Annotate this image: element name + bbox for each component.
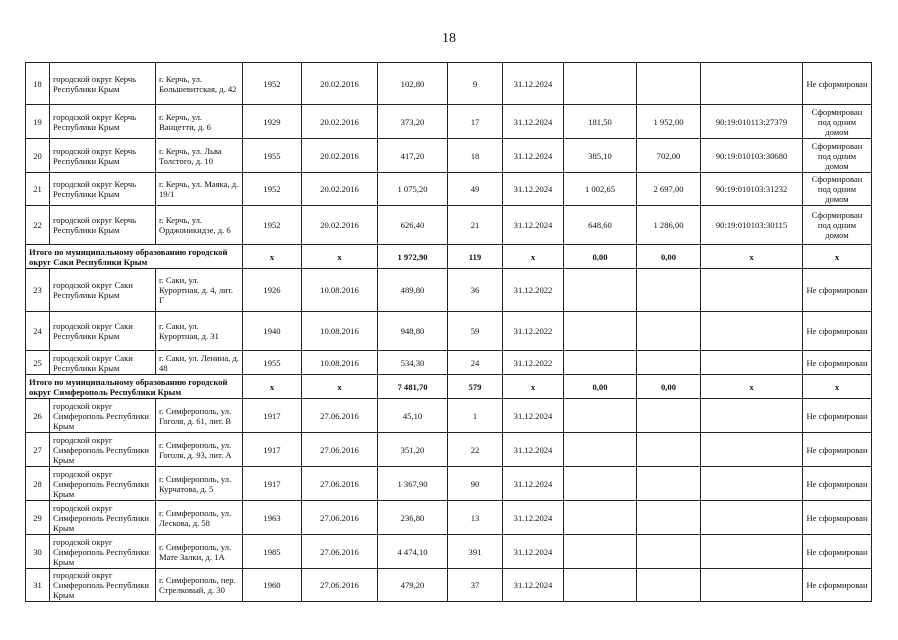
cell-row-number: 28 (26, 467, 50, 501)
cell-row-number: 31 (26, 569, 50, 602)
table-row (26, 312, 872, 351)
cell-land-status: x (803, 375, 872, 399)
cell-year-built: x (243, 245, 302, 269)
cell-address: г. Керчь, ул. Маяка, д. 19/1 (156, 173, 243, 206)
cell-residents-count: 59 (448, 312, 503, 351)
cell-recognition-date: 20.02.2016 (302, 63, 378, 105)
cell-land-status: Не сформирован (803, 467, 872, 501)
cell-cadastral-value (637, 535, 701, 569)
cell-area: 102,80 (378, 63, 448, 105)
cell-resettlement-deadline: 31.12.2024 (503, 139, 564, 173)
total-row (26, 375, 872, 399)
cell-land-status: Не сформирован (803, 433, 872, 467)
table-row (26, 139, 872, 173)
cell-recognition-date: 20.02.2016 (302, 173, 378, 206)
cell-residents-count: 579 (448, 375, 503, 399)
cell-recognition-date: 20.02.2016 (302, 139, 378, 173)
cell-year-built: 1952 (243, 206, 302, 245)
cell-municipality: городской округ Симферополь Республики Крым (50, 433, 156, 467)
cell-resettlement-deadline: 31.12.2024 (503, 569, 564, 602)
cell-address: г. Саки, ул. Курортная, д. 4, лит. Г (156, 269, 243, 312)
cell-row-number: 27 (26, 433, 50, 467)
cell-address: г. Саки, ул. Ленина, д. 48 (156, 351, 243, 375)
table-row (26, 206, 872, 245)
cell-residents-count: 24 (448, 351, 503, 375)
cell-recognition-date: x (302, 245, 378, 269)
cell-resettlement-deadline: 31.12.2022 (503, 269, 564, 312)
cell-year-built: 1952 (243, 63, 302, 105)
cell-municipality: городской округ Саки Республики Крым (50, 269, 156, 312)
cell-resettlement-deadline: 31.12.2024 (503, 467, 564, 501)
page-number: 18 (442, 31, 456, 46)
cell-residents-count: 22 (448, 433, 503, 467)
cell-recognition-date: 27.06.2016 (302, 467, 378, 501)
cell-cadastral-number: 90:19:010103:31232 (701, 173, 803, 206)
cell-municipality: городской округ Саки Республики Крым (50, 312, 156, 351)
cell-land-status: Не сформирован (803, 63, 872, 105)
cell-residents-count: 9 (448, 63, 503, 105)
cell-resettlement-deadline: x (503, 245, 564, 269)
cell-recognition-date: 27.06.2016 (302, 433, 378, 467)
cell-land-area: 1 002,65 (564, 173, 637, 206)
cell-address: г. Керчь, ул. Льва Толстого, д. 10 (156, 139, 243, 173)
cell-resettlement-deadline: 31.12.2024 (503, 501, 564, 535)
table-row (26, 399, 872, 433)
cell-address: г. Симферополь, пер. Стрелковый, д. 30 (156, 569, 243, 602)
cell-cadastral-number (701, 433, 803, 467)
cell-address: г. Керчь, ул. Орджоникидзе, д. 6 (156, 206, 243, 245)
cell-land-status: Не сформирован (803, 535, 872, 569)
cell-recognition-date: 10.08.2016 (302, 312, 378, 351)
cell-area: 626,40 (378, 206, 448, 245)
cell-municipality: городской округ Керчь Республики Крым (50, 206, 156, 245)
cell-cadastral-value: 1 286,00 (637, 206, 701, 245)
table-row (26, 501, 872, 535)
cell-cadastral-value: 0,00 (637, 375, 701, 399)
cell-row-number: 25 (26, 351, 50, 375)
cell-resettlement-deadline: 31.12.2024 (503, 63, 564, 105)
table-row (26, 269, 872, 312)
cell-residents-count: 49 (448, 173, 503, 206)
cell-municipality: городской округ Керчь Республики Крым (50, 173, 156, 206)
cell-address: г. Симферополь, ул. Гоголя, д. 61, лит. В (156, 399, 243, 433)
cell-address: г. Саки, ул. Курортная, д. 31 (156, 312, 243, 351)
cell-land-status: Сформирован под одним домом (803, 139, 872, 173)
cell-land-status: Не сформирован (803, 269, 872, 312)
total-row (26, 245, 872, 269)
cell-land-status: Не сформирован (803, 501, 872, 535)
cell-address: г. Керчь, ул. Большевитская, д. 42 (156, 63, 243, 105)
cell-municipality: городской округ Симферополь Республики Крым (50, 501, 156, 535)
cell-residents-count: 37 (448, 569, 503, 602)
cell-cadastral-value (637, 63, 701, 105)
cell-cadastral-value: 0,00 (637, 245, 701, 269)
cell-land-status: Не сформирован (803, 569, 872, 602)
cell-area: 373,20 (378, 105, 448, 139)
cell-area: 479,20 (378, 569, 448, 602)
total-label: Итого по муниципальному образованию городской округ Симферополь Республики Крым (26, 375, 243, 399)
cell-cadastral-value (637, 351, 701, 375)
cell-cadastral-number: 90:19:010103:30680 (701, 139, 803, 173)
cell-land-status: Не сформирован (803, 351, 872, 375)
cell-address: г. Симферополь, ул. Мате Залки, д. 1А (156, 535, 243, 569)
cell-recognition-date: 20.02.2016 (302, 105, 378, 139)
cell-land-area (564, 467, 637, 501)
cell-municipality: городской округ Керчь Республики Крым (50, 63, 156, 105)
cell-area: 417,20 (378, 139, 448, 173)
cell-residents-count: 119 (448, 245, 503, 269)
cell-cadastral-number: 90:19:010113:27379 (701, 105, 803, 139)
cell-cadastral-value (637, 501, 701, 535)
cell-land-area (564, 312, 637, 351)
cell-area: 1 367,90 (378, 467, 448, 501)
cell-cadastral-number (701, 351, 803, 375)
cell-land-area (564, 269, 637, 312)
table-body (26, 63, 872, 602)
cell-year-built: 1963 (243, 501, 302, 535)
cell-municipality: городской округ Симферополь Республики Крым (50, 535, 156, 569)
cell-recognition-date: 10.08.2016 (302, 269, 378, 312)
cell-row-number: 21 (26, 173, 50, 206)
cell-row-number: 18 (26, 63, 50, 105)
cell-area: 7 481,70 (378, 375, 448, 399)
cell-cadastral-value (637, 399, 701, 433)
cell-cadastral-value (637, 312, 701, 351)
cell-year-built: 1952 (243, 173, 302, 206)
cell-year-built: 1917 (243, 399, 302, 433)
cell-resettlement-deadline: 31.12.2022 (503, 351, 564, 375)
cell-residents-count: 18 (448, 139, 503, 173)
cell-land-status: x (803, 245, 872, 269)
cell-row-number: 24 (26, 312, 50, 351)
cell-municipality: городской округ Симферополь Республики Крым (50, 569, 156, 602)
cell-recognition-date: 27.06.2016 (302, 535, 378, 569)
table-row (26, 173, 872, 206)
cell-recognition-date: 27.06.2016 (302, 569, 378, 602)
cell-municipality: городской округ Симферополь Республики Крым (50, 399, 156, 433)
cell-row-number: 26 (26, 399, 50, 433)
cell-land-area (564, 351, 637, 375)
cell-area: 236,80 (378, 501, 448, 535)
cell-recognition-date: 20.02.2016 (302, 206, 378, 245)
table-row (26, 105, 872, 139)
cell-municipality: городской округ Саки Республики Крым (50, 351, 156, 375)
cell-area: 1 972,90 (378, 245, 448, 269)
cell-cadastral-number (701, 312, 803, 351)
cell-resettlement-deadline: 31.12.2024 (503, 206, 564, 245)
cell-municipality: городской округ Симферополь Республики Крым (50, 467, 156, 501)
cell-cadastral-value (637, 269, 701, 312)
cell-resettlement-deadline: x (503, 375, 564, 399)
cell-area: 948,80 (378, 312, 448, 351)
cell-land-area: 0,00 (564, 245, 637, 269)
cell-resettlement-deadline: 31.12.2024 (503, 535, 564, 569)
cell-recognition-date: 10.08.2016 (302, 351, 378, 375)
cell-area: 4 474,10 (378, 535, 448, 569)
cell-residents-count: 36 (448, 269, 503, 312)
cell-address: г. Симферополь, ул. Гоголя, д. 93, лит. А (156, 433, 243, 467)
cell-recognition-date: 27.06.2016 (302, 501, 378, 535)
cell-resettlement-deadline: 31.12.2024 (503, 105, 564, 139)
cell-land-area: 648,60 (564, 206, 637, 245)
cell-land-area (564, 433, 637, 467)
cell-land-status: Не сформирован (803, 399, 872, 433)
cell-resettlement-deadline: 31.12.2024 (503, 399, 564, 433)
table-row (26, 535, 872, 569)
cell-area: 351,20 (378, 433, 448, 467)
cell-land-area: 181,50 (564, 105, 637, 139)
cell-land-status: Сформирован под одним домом (803, 173, 872, 206)
cell-cadastral-value (637, 569, 701, 602)
cell-cadastral-number (701, 63, 803, 105)
cell-residents-count: 391 (448, 535, 503, 569)
cell-resettlement-deadline: 31.12.2024 (503, 433, 564, 467)
table-row (26, 467, 872, 501)
cell-area: 534,30 (378, 351, 448, 375)
cell-cadastral-number (701, 269, 803, 312)
cell-address: г. Керчь, ул. Ванцетти, д. 6 (156, 105, 243, 139)
cell-area: 45,10 (378, 399, 448, 433)
cell-cadastral-value: 1 952,00 (637, 105, 701, 139)
cell-year-built: 1960 (243, 569, 302, 602)
cell-area: 489,80 (378, 269, 448, 312)
cell-land-area (564, 399, 637, 433)
cell-municipality: городской округ Керчь Республики Крым (50, 105, 156, 139)
total-label: Итого по муниципальному образованию городской округ Саки Республики Крым (26, 245, 243, 269)
cell-municipality: городской округ Керчь Республики Крым (50, 139, 156, 173)
cell-land-status: Не сформирован (803, 312, 872, 351)
cell-area: 1 075,20 (378, 173, 448, 206)
cell-year-built: 1940 (243, 312, 302, 351)
cell-cadastral-number (701, 467, 803, 501)
cell-year-built: 1926 (243, 269, 302, 312)
cell-year-built: 1917 (243, 467, 302, 501)
cell-resettlement-deadline: 31.12.2024 (503, 173, 564, 206)
cell-row-number: 30 (26, 535, 50, 569)
cell-address: г. Симферополь, ул. Курчатова, д. 5 (156, 467, 243, 501)
cell-year-built: 1955 (243, 351, 302, 375)
cell-residents-count: 21 (448, 206, 503, 245)
housing-register-table (25, 62, 872, 602)
table-row (26, 63, 872, 105)
cell-cadastral-number: 90:19:010103:30115 (701, 206, 803, 245)
cell-cadastral-value: 702,00 (637, 139, 701, 173)
cell-land-area (564, 535, 637, 569)
cell-cadastral-value (637, 433, 701, 467)
cell-land-status: Сформирован под одним домом (803, 105, 872, 139)
cell-land-area: 385,10 (564, 139, 637, 173)
cell-row-number: 22 (26, 206, 50, 245)
cell-row-number: 20 (26, 139, 50, 173)
cell-cadastral-number: x (701, 375, 803, 399)
table-row (26, 433, 872, 467)
cell-year-built: 1929 (243, 105, 302, 139)
cell-residents-count: 13 (448, 501, 503, 535)
cell-year-built: x (243, 375, 302, 399)
cell-residents-count: 17 (448, 105, 503, 139)
cell-residents-count: 1 (448, 399, 503, 433)
cell-year-built: 1955 (243, 139, 302, 173)
table-row (26, 569, 872, 602)
cell-cadastral-value: 2 697,00 (637, 173, 701, 206)
cell-year-built: 1985 (243, 535, 302, 569)
cell-recognition-date: 27.06.2016 (302, 399, 378, 433)
cell-cadastral-number (701, 501, 803, 535)
cell-cadastral-value (637, 467, 701, 501)
cell-row-number: 19 (26, 105, 50, 139)
cell-year-built: 1917 (243, 433, 302, 467)
cell-address: г. Симферополь, ул. Лескова, д. 58 (156, 501, 243, 535)
cell-recognition-date: x (302, 375, 378, 399)
cell-land-area (564, 63, 637, 105)
cell-land-area: 0,00 (564, 375, 637, 399)
cell-cadastral-number (701, 399, 803, 433)
cell-cadastral-number: x (701, 245, 803, 269)
cell-cadastral-number (701, 569, 803, 602)
cell-residents-count: 90 (448, 467, 503, 501)
cell-land-status: Сформирован под одним домом (803, 206, 872, 245)
cell-land-area (564, 569, 637, 602)
cell-row-number: 29 (26, 501, 50, 535)
table-row (26, 351, 872, 375)
cell-row-number: 23 (26, 269, 50, 312)
cell-cadastral-number (701, 535, 803, 569)
cell-land-area (564, 501, 637, 535)
cell-resettlement-deadline: 31.12.2022 (503, 312, 564, 351)
